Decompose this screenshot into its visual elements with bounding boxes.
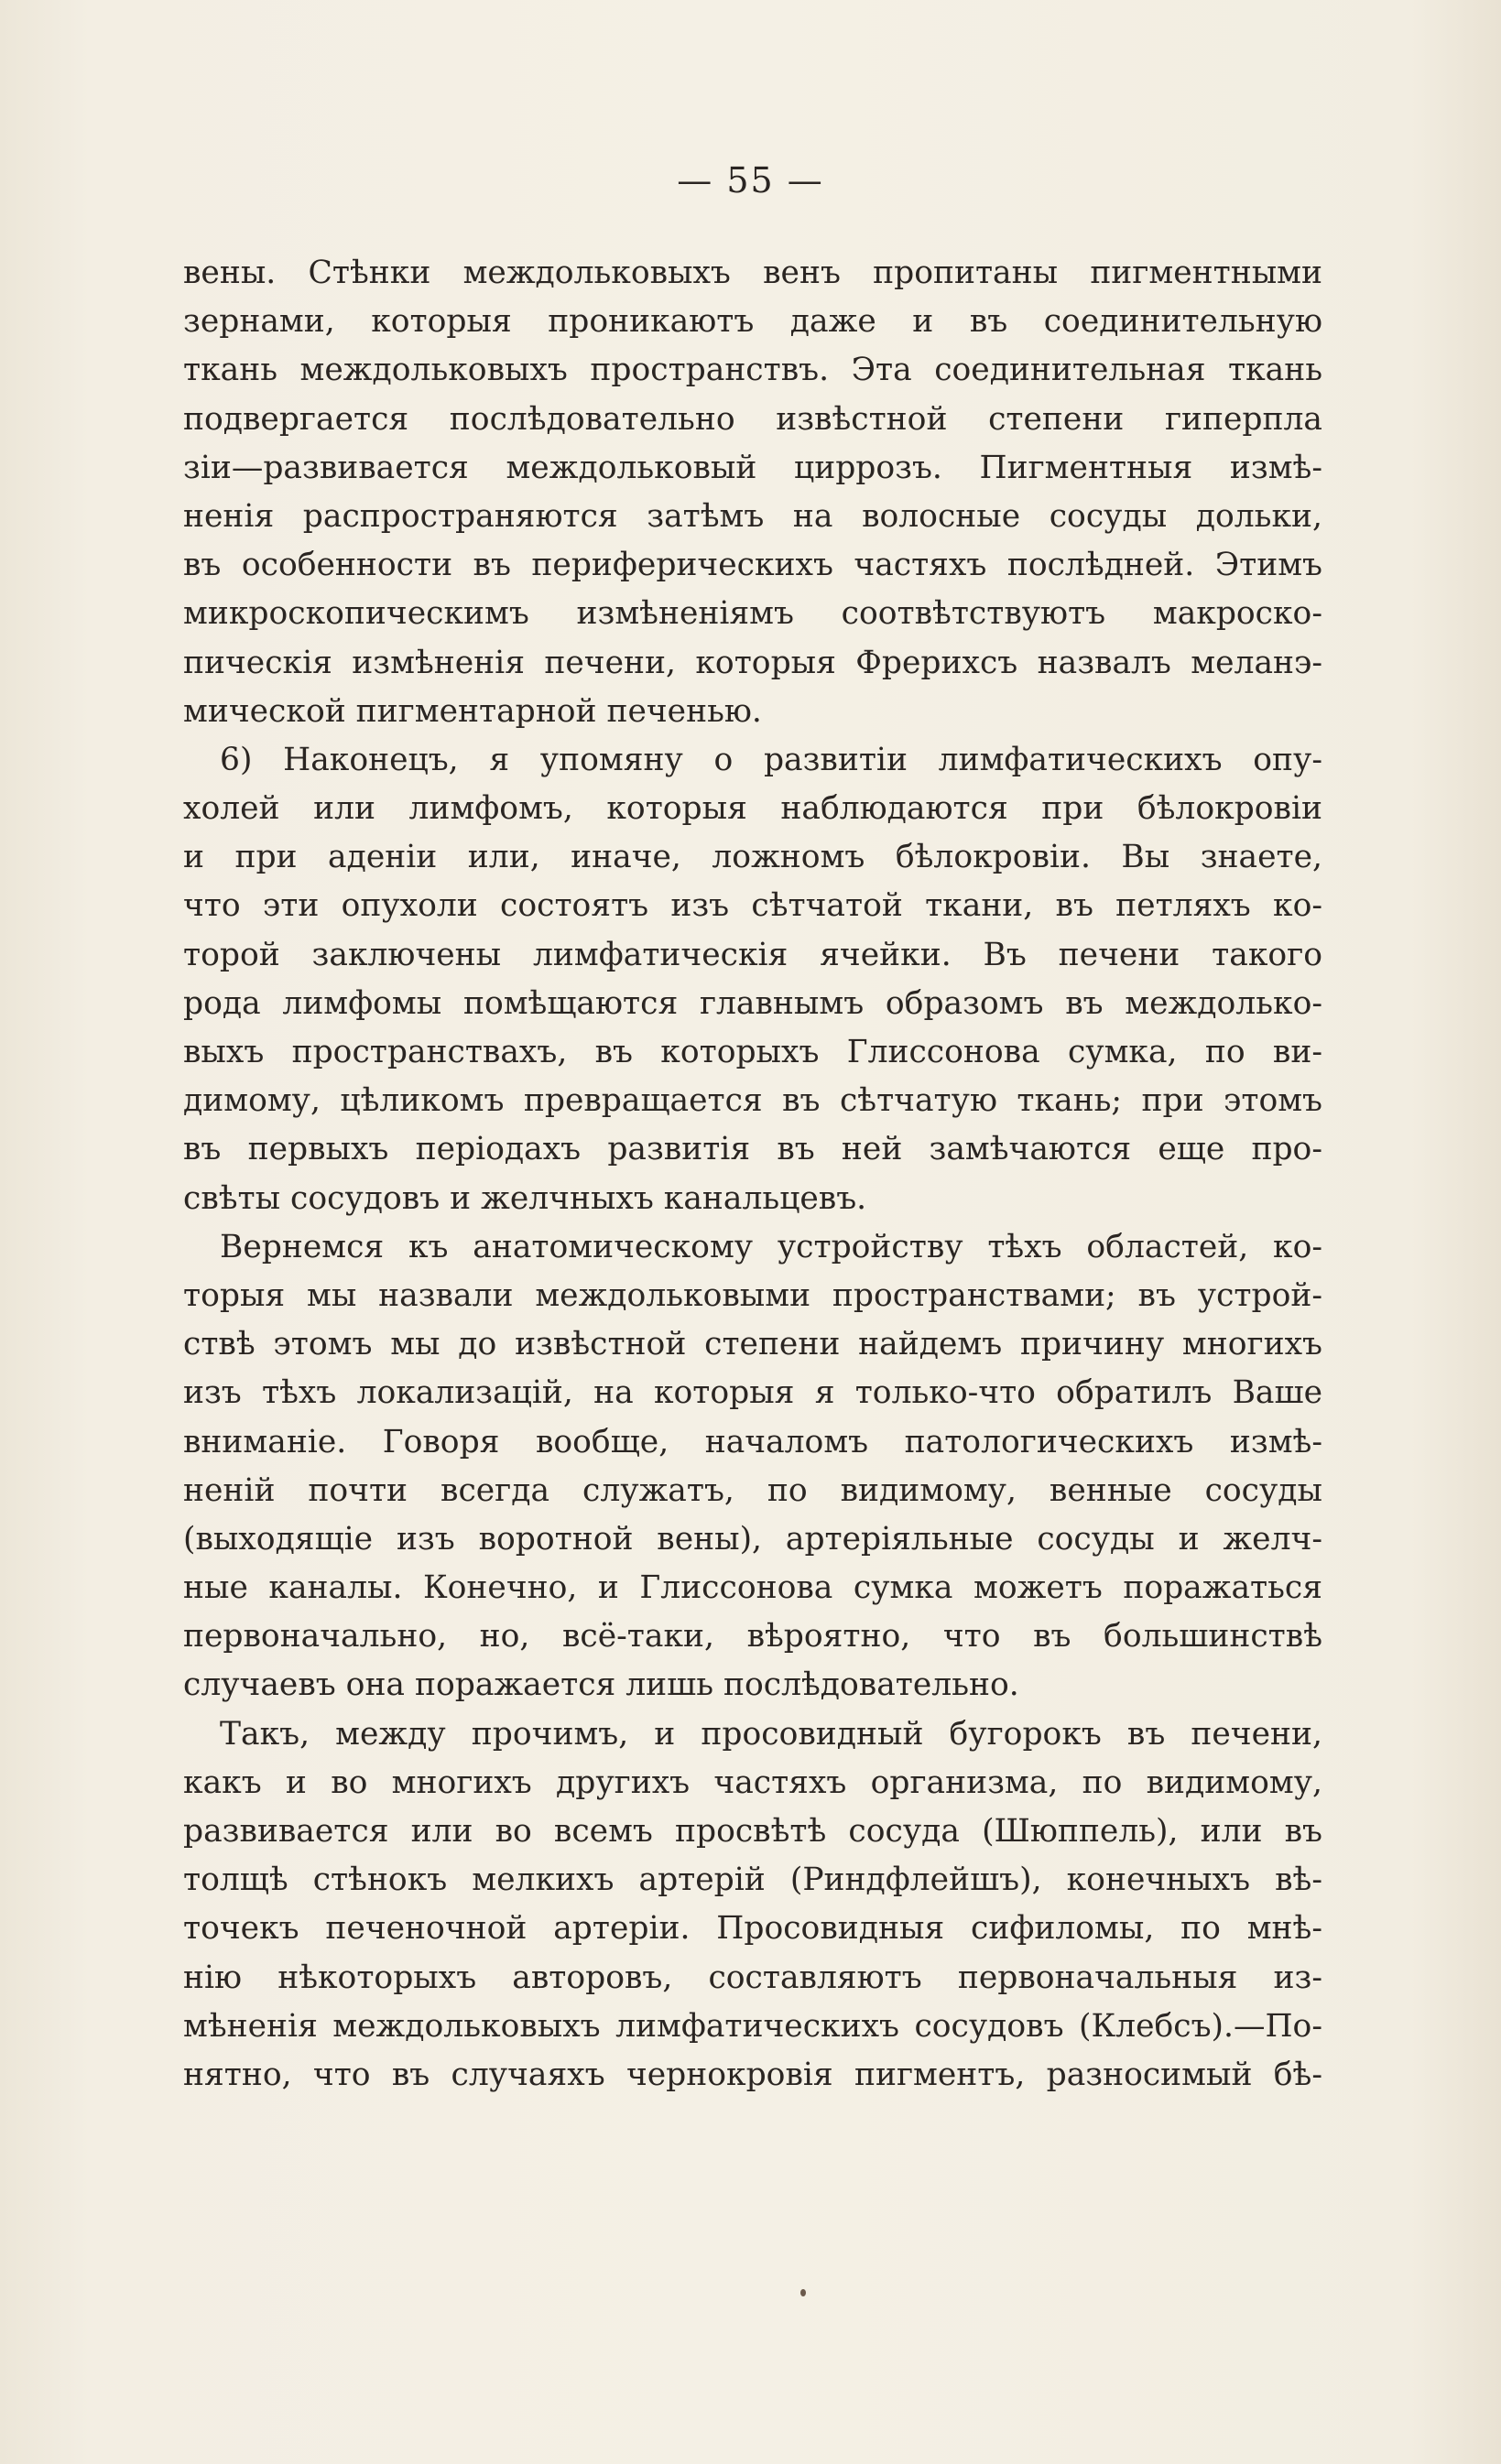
- body-text: [183, 249, 1322, 2100]
- text-line: толщѣ стѣнокъ мелкихъ артерій (Риндфлейшъ), конечныхъ вѣ-: [183, 1862, 1322, 1899]
- text-line: Такъ, между прочимъ, и просовидный бугорокъ въ печени,: [220, 1715, 1322, 1753]
- text-line: въ первыхъ періодахъ развитія въ ней замѣчаются еще про-: [183, 1131, 1322, 1168]
- text-line: зернами, которыя проникаютъ даже и въ соединительную: [183, 303, 1322, 341]
- text-line: 6) Наконецъ, я упомяну о развитіи лимфатическихъ опу-: [220, 741, 1322, 778]
- text-line: подвергается послѣдовательно извѣстной степени гиперпла: [183, 400, 1322, 438]
- text-line: первоначально, но, всё-таки, вѣроятно, что въ большинствѣ: [183, 1618, 1322, 1655]
- text-line: нятно, что въ случаяхъ чернокровія пигментъ, разносимый бѣ-: [183, 2056, 1322, 2093]
- text-line: ткань междольковыхъ пространствъ. Эта соединительная ткань: [183, 352, 1322, 389]
- text-line: мѣненія междольковыхъ лимфатическихъ сосудовъ (Клебсъ).—По-: [183, 2007, 1322, 2045]
- text-line: нію нѣкоторыхъ авторовъ, составляютъ первоначальныя из-: [183, 1959, 1322, 1996]
- ink-speck: [800, 2289, 806, 2296]
- text-line: изъ тѣхъ локализацій, на которыя я только-что обратилъ Ваше: [183, 1374, 1322, 1412]
- text-line: димому, цѣликомъ превращается въ сѣтчатую ткань; при этомъ: [183, 1082, 1322, 1120]
- text-line: Вернемся къ анатомическому устройству тѣхъ областей, ко-: [220, 1228, 1322, 1265]
- text-line: вниманіе. Говоря вообще, началомъ патологическихъ измѣ-: [183, 1423, 1322, 1460]
- text-line: свѣты сосудовъ и желчныхъ канальцевъ.: [183, 1179, 867, 1217]
- text-line: ные каналы. Конечно, и Глиссонова сумка можетъ поражаться: [183, 1569, 1322, 1607]
- text-line: торой заключены лимфатическія ячейки. Въ печени такого: [183, 936, 1322, 973]
- text-line: вены. Стѣнки междольковыхъ венъ пропитаны пигментными: [183, 255, 1322, 291]
- text-line: выхъ пространствахъ, въ которыхъ Глиссонова сумка, по ви-: [183, 1034, 1322, 1070]
- text-line: какъ и во многихъ другихъ частяхъ организма, по видимому,: [183, 1764, 1322, 1801]
- text-line: пическія измѣненія печени, которыя Фрерихсъ назвалъ меланэ-: [183, 644, 1322, 681]
- text-line: рода лимфомы помѣщаются главнымъ образомъ въ междолько-: [183, 984, 1322, 1022]
- text-line: торыя мы назвали междольковыми пространствами; въ устрой-: [183, 1276, 1322, 1314]
- text-line: неній почти всегда служатъ, по видимому, венные сосуды: [183, 1471, 1322, 1509]
- text-line: что эти опухоли состоятъ изъ сѣтчатой ткани, въ петляхъ ко-: [183, 887, 1322, 925]
- text-line: зіи—развивается междольковый циррозъ. Пигментныя измѣ-: [183, 449, 1322, 486]
- text-line: развивается или во всемъ просвѣтѣ сосуда (Шюппель), или въ: [183, 1813, 1322, 1850]
- text-line: случаевъ она поражается лишь послѣдовательно.: [183, 1666, 1019, 1704]
- text-line: ствѣ этомъ мы до извѣстной степени найдемъ причину многихъ: [183, 1326, 1322, 1363]
- text-line: въ особенности въ периферическихъ частяхъ послѣдней. Этимъ: [183, 547, 1322, 584]
- text-line: (выходящіе изъ воротной вены), артеріяльные сосуды и желч-: [183, 1520, 1322, 1558]
- page-number: — 55 —: [677, 160, 824, 201]
- text-line: мической пигментарной печенью.: [183, 692, 762, 730]
- text-line: холей или лимфомъ, которыя наблюдаются при бѣлокровіи: [183, 790, 1322, 828]
- text-line: ненія распространяются затѣмъ на волосные сосуды дольки,: [183, 497, 1322, 535]
- text-line: микроскопическимъ измѣненіямъ соотвѣтствуютъ макроско-: [183, 595, 1322, 633]
- text-line: и при аденіи или, иначе, ложномъ бѣлокровіи. Вы знаете,: [183, 839, 1322, 876]
- text-line: точекъ печеночной артеріи. Просовидныя сифиломы, по мнѣ-: [183, 1910, 1322, 1948]
